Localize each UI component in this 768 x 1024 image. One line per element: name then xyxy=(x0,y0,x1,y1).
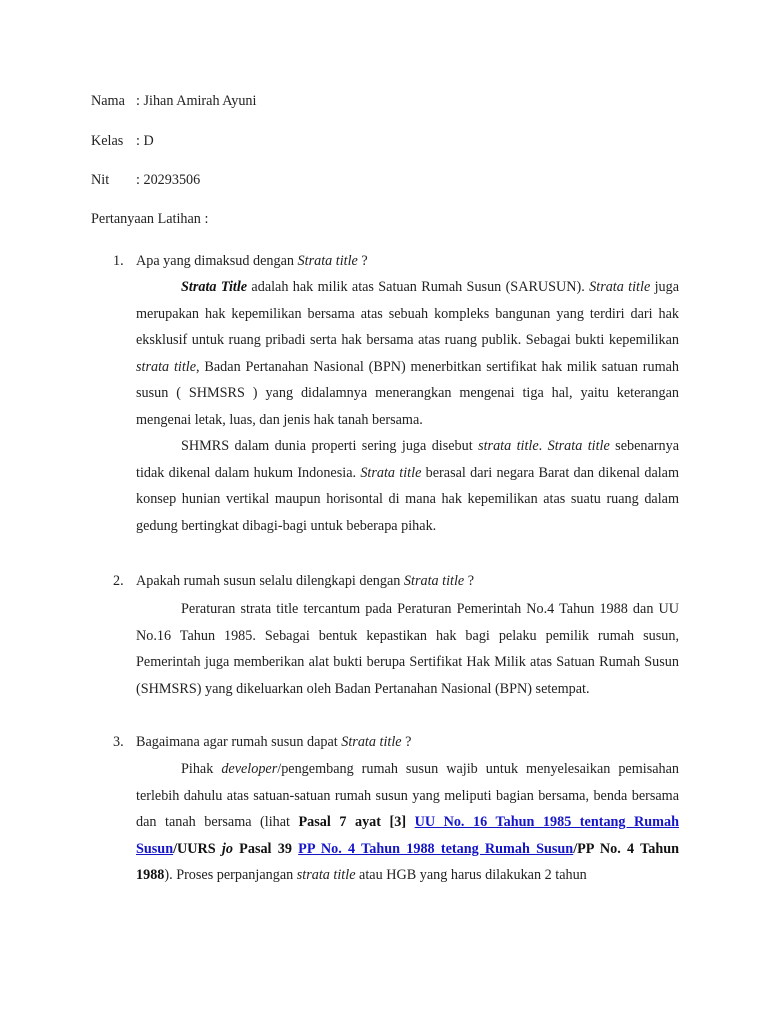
answer-1-text: , Badan Pertanahan Nasional (BPN) menerbitkan sertifikat hak milik satuan rumah susun ( SHMSRS ) yang didalamnya menerangkan mengenai tiga hal, yaitu keterangan mengenai letak, luas, dan jenis hak tanah bersama. xyxy=(136,358,680,428)
link-pp-4-1988[interactable]: PP No. 4 Tahun 1988 tetang Rumah Susun xyxy=(298,840,574,857)
answer-3-bold: Pasal 39 xyxy=(232,840,299,857)
question-3-number: 3. xyxy=(113,734,124,750)
answer-2-paragraph-1: Peraturan strata title tercantum pada Peraturan Pemerintah No.4 Tahun 1988 dan UU No.16 Tahun 1985. Sebagai bentuk kepastikan hak bagi pelaku pemilik rumah susun, Pemerintah juga memberikan alat bukti berupa Sertifikat Hak Milik atas Satuan Rumah Susun (SHMSRS) yang dikeluarkan oleh Badan Pertanahan Nasional (BPN) setempat. xyxy=(136,601,679,697)
question-1-term: Strata title xyxy=(297,253,358,269)
answer-3-text: Pihak xyxy=(181,761,222,777)
answer-1 xyxy=(136,274,679,539)
question-2-suffix: ? xyxy=(464,573,475,589)
kelas-label: Kelas xyxy=(91,133,124,149)
nama-value: : Jihan Amirah Ayuni xyxy=(136,93,257,109)
answer-3-paragraph-1 xyxy=(136,756,679,889)
nama-line xyxy=(91,93,256,110)
answer-1-em: Strata title xyxy=(360,464,422,481)
question-3-text xyxy=(136,734,411,751)
question-3-term: Strata title xyxy=(341,734,402,750)
answer-3-em: developer xyxy=(221,761,278,777)
answer-3-bold: /PP No. 4 Tahun 1988 xyxy=(136,840,680,883)
answer-3-text: ). Proses perpanjangan xyxy=(164,867,297,883)
question-1-prefix: Apa yang dimaksud dengan xyxy=(136,253,298,269)
answer-3-bold: Pasal 7 ayat [3] xyxy=(298,814,415,830)
kelas-value: : D xyxy=(136,133,154,149)
answer-3-text: /pengembang rumah susun wajib untuk menyelesaikan pemisahan terlebih dahulu atas satuan-satuan rumah susun yang meliputi bagian bersama, benda bersama dan tanah bersama (lihat xyxy=(136,761,679,830)
answer-1-em: Strata title xyxy=(547,438,610,454)
answer-3-bold: /UURS xyxy=(173,840,222,857)
section-title: Pertanyaan Latihan : xyxy=(91,211,209,227)
nama-label: Nama xyxy=(91,93,125,109)
link-uu-16-1985[interactable]: UU No. 16 Tahun 1985 tentang Rumah Susun xyxy=(136,814,679,857)
answer-3-em: strata title xyxy=(296,867,356,883)
question-1-number: 1. xyxy=(113,253,124,269)
question-1-text xyxy=(136,253,368,270)
nit-label: Nit xyxy=(91,172,110,188)
question-2-text xyxy=(136,573,474,590)
answer-1-paragraph-1 xyxy=(136,274,679,433)
question-3-prefix: Bagaimana agar rumah susun dapat xyxy=(136,734,342,750)
answer-1-em: strata title xyxy=(478,438,539,454)
answer-1-text: . xyxy=(538,438,548,454)
answer-1-paragraph-2 xyxy=(136,433,679,539)
answer-2 xyxy=(136,596,679,702)
answer-3-bold-em: jo xyxy=(221,840,233,857)
answer-1-text: SHMRS dalam dunia properti sering juga disebut xyxy=(181,438,479,454)
kelas-line xyxy=(91,133,154,150)
answer-1-em: strata title xyxy=(136,358,197,375)
answer-1-text: berasal dari negara Barat dan dikenal dalam konsep hunian vertikal maupun horisontal di mana hak kepemilikan atas suatu ruang dalam gedung bertingkat dibagi-bagi untuk beberapa pihak. xyxy=(136,464,680,534)
answer-3-text: atau HGB yang harus dilakukan 2 tahun xyxy=(355,867,587,883)
nit-value: : 20293506 xyxy=(136,172,201,188)
answer-1-text: sebenarnya tidak dikenal dalam hukum Indonesia. xyxy=(136,438,679,481)
question-1-suffix: ? xyxy=(357,253,368,269)
question-3-suffix: ? xyxy=(401,734,412,750)
question-2-number: 2. xyxy=(113,573,124,589)
question-2-prefix: Apakah rumah susun selalu dilengkapi dengan xyxy=(136,573,404,589)
answer-3 xyxy=(136,756,679,889)
nit-line xyxy=(91,172,200,189)
question-2-term: Strata title xyxy=(403,573,465,589)
answer-1-em: Strata title xyxy=(589,279,651,295)
answer-1-text: adalah hak milik atas Satuan Rumah Susun (SARUSUN). xyxy=(247,279,590,295)
answer-1-text: juga merupakan hak kepemilikan bersama atas sebuah kompleks bangunan yang terdiri dari hak eksklusif untuk ruang pribadi serta hak bersama atas ruang publik. Sebagai bukti kepemilikan xyxy=(136,279,680,348)
answer-1-term: Strata Title xyxy=(181,279,248,295)
